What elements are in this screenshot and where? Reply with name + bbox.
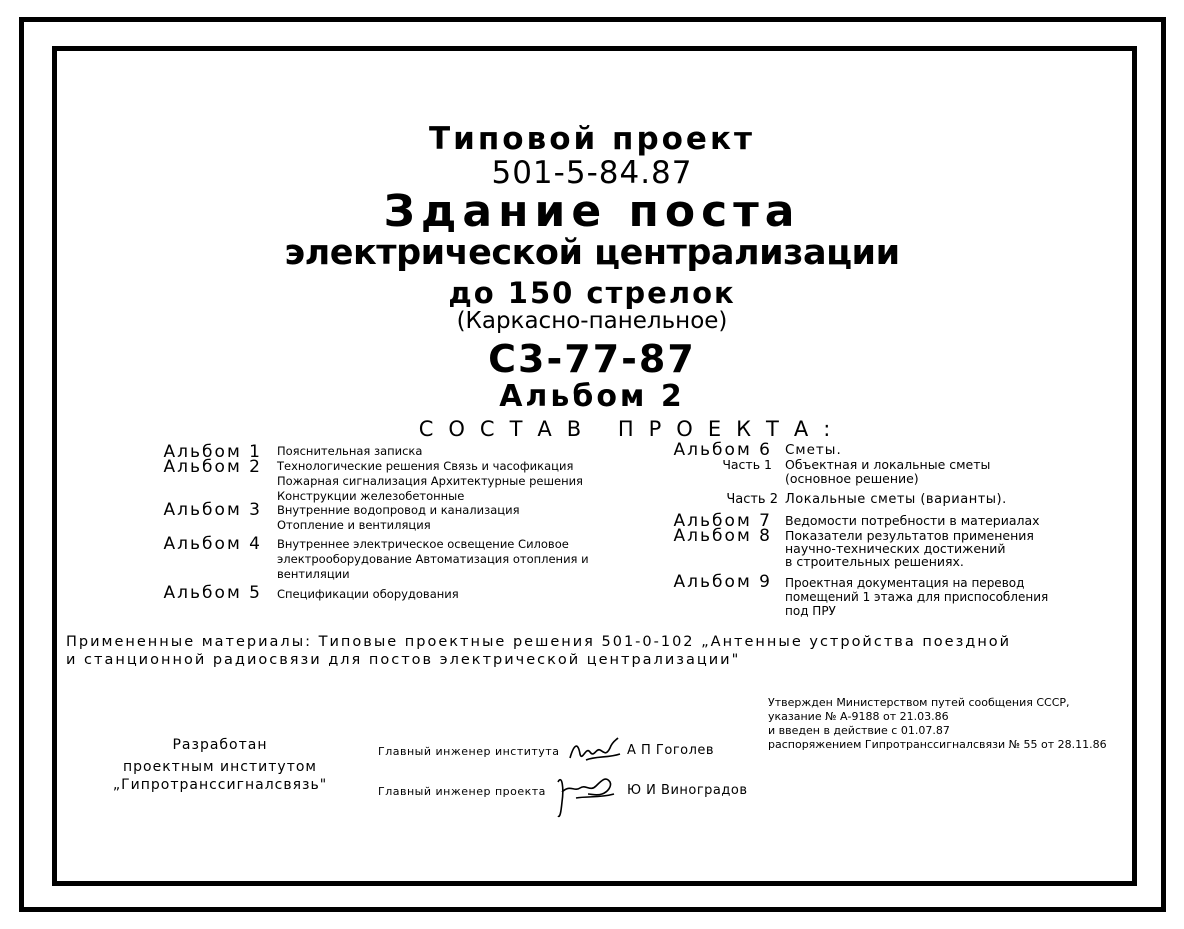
album-7-text: Ведомости потребности в материалах (785, 513, 1040, 528)
album-9-line: под ПРУ (785, 604, 836, 618)
title-project-type: Типовой проект (429, 121, 755, 157)
album-3-line: Внутренние водопровод и канализация (277, 503, 520, 517)
album-8-line: научно-технических достижений (785, 541, 1006, 556)
album-9-line: помещений 1 этажа для приспособления (785, 590, 1049, 604)
signature-gogolev (566, 734, 622, 770)
title-switches: до 150 стрелок (448, 276, 736, 310)
album-4-line: Внутреннее электрическое освещение Силовое (277, 537, 569, 551)
signature-role: Главный инженер института (378, 745, 560, 758)
album-9-label: Альбом 9 (673, 572, 772, 592)
album-5-line: Спецификации оборудования (277, 587, 459, 601)
title-project-number: 501-5-84.87 (491, 155, 693, 191)
approval-line: распоряжением Гипротранссигналсвязи № 55 от 28.11.86 (768, 738, 1107, 751)
approval-line: и введен в действие с 01.07.87 (768, 724, 950, 737)
approval-line: Утвержден Министерством путей сообщения СССР, (768, 696, 1070, 709)
title-building: Здание поста (383, 186, 801, 237)
developer-line: „Гипротранссигналсвязь" (112, 777, 328, 793)
materials-line-1: Примененные материалы: Типовые проектные решения 501-0-102 „Антенные устройства поездной (66, 634, 1012, 650)
album-6-title: Сметы. (785, 442, 842, 458)
album-2-line: Технологические решения Связь и часофикация (277, 459, 574, 473)
part-1-line: Объектная и локальные сметы (785, 457, 991, 472)
album-7-label: Альбом 7 (673, 511, 772, 531)
album-2-line: Пожарная сигнализация Архитектурные решения (277, 474, 583, 488)
album-4-line: электрооборудование Автоматизация отопления и (277, 552, 589, 566)
album-8-line: Показатели результатов применения (785, 528, 1034, 543)
approval-line: указание № А-9188 от 21.03.86 (768, 710, 949, 723)
album-5-label: Альбом 5 (163, 583, 262, 603)
album-2-label: Альбом 2 (163, 457, 262, 477)
part-2-label: Часть 2 (726, 492, 778, 507)
album-2-line: Конструкции железобетонные (277, 489, 465, 503)
album-8-label: Альбом 8 (673, 526, 772, 546)
title-code: С3-77-87 (488, 337, 696, 381)
album-6-label: Альбом 6 (673, 440, 772, 460)
album-9-line: Проектная документация на перевод (785, 576, 1025, 590)
signature-name: А П Гоголев (627, 743, 715, 758)
album-8-line: в строительных решениях. (785, 554, 964, 569)
signature-vinogradov (552, 768, 618, 820)
developer-line: проектным институтом (123, 759, 317, 775)
developer-line: Разработан (172, 737, 268, 753)
signature-name: Ю И Виноградов (627, 783, 748, 798)
composition-heading: СОСТАВ ПРОЕКТА: (418, 417, 846, 441)
title-centralization: электрической централизации (284, 233, 900, 273)
album-4-line: вентиляции (277, 567, 350, 581)
album-3-label: Альбом 3 (163, 500, 262, 520)
album-3-line: Отопление и вентиляция (277, 518, 431, 532)
title-construction-type: (Каркасно-панельное) (456, 308, 728, 334)
album-1-line: Пояснительная записка (277, 444, 423, 458)
album-4-label: Альбом 4 (163, 534, 262, 554)
title-album: Альбом 2 (499, 379, 685, 414)
part-2-text: Локальные сметы (варианты). (785, 492, 1007, 507)
album-1-label: Альбом 1 (163, 442, 262, 462)
materials-line-2: и станционной радиосвязи для постов электрической централизации" (66, 652, 741, 668)
signature-role: Главный инженер проекта (378, 785, 546, 798)
part-1-line: (основное решение) (785, 471, 919, 486)
part-1-label: Часть 1 (722, 457, 772, 472)
